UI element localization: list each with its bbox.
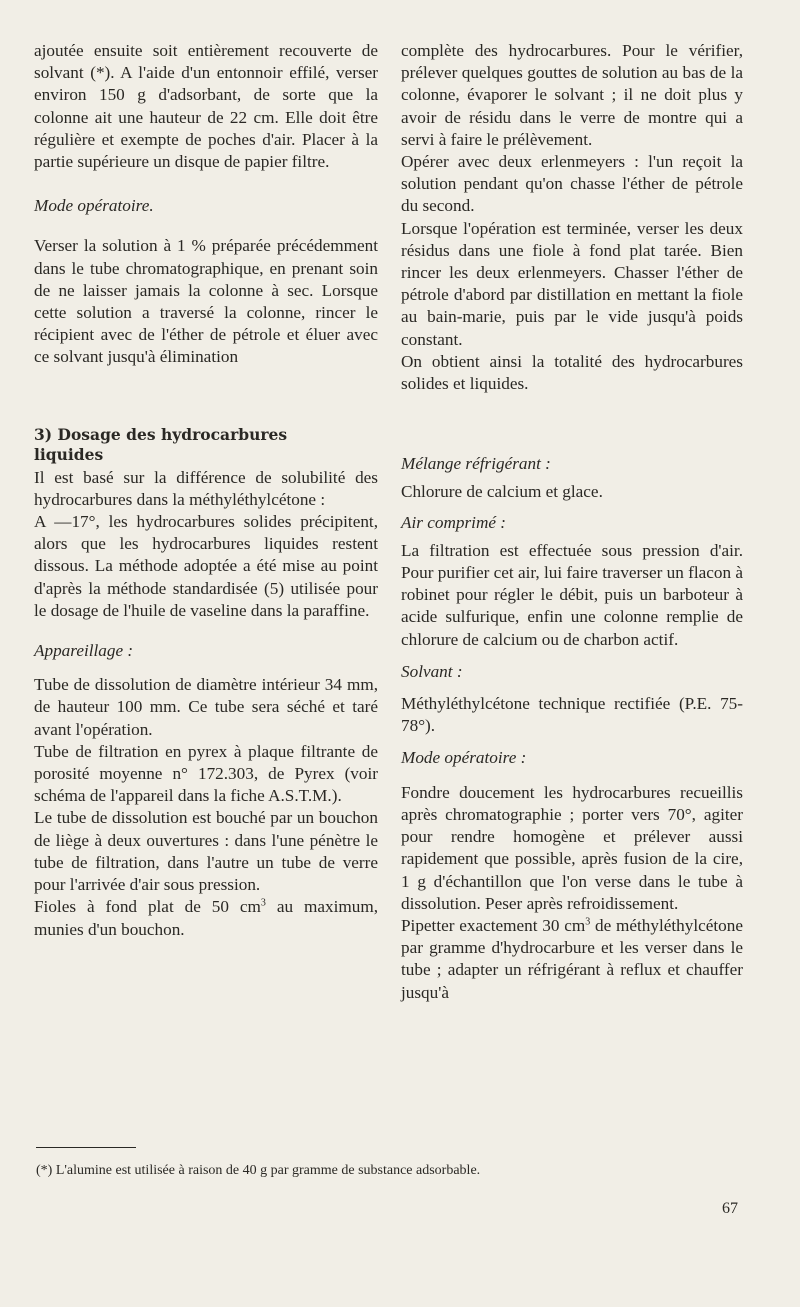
footnote-rule [36, 1147, 136, 1148]
left-paragraph-7: Le tube de dissolution est bouché par un bouchon de liège à deux ouvertures : dans l'une pénètre le tube de filtration, dans l'autre un tube de verre pour l'arrivée d'air sous pression. [34, 808, 378, 895]
left-paragraph-6: Tube de filtration en pyrex à plaque filtrante de porosité moyenne n° 172.303, de Pyrex (voir schéma de l'appareil dans la fiche A.S.T.M.). [34, 741, 378, 806]
melange-text: Chlorure de calcium et glace. [401, 482, 603, 502]
left-column [34, 40, 378, 941]
footnote: (*) L'alumine est utilisée à raison de 40 g par gramme de substance adsorbable. [36, 1163, 481, 1178]
para8-text-before: Fioles à fond plat de 50 cm [34, 897, 261, 917]
air-heading: Air comprimé : [401, 512, 507, 532]
mode-text-2-after: de méthyléthylcétone par gramme d'hydrocarbure et les verser dans le tube ; adapter un réfrigérant à reflux et chauffer jusqu'à [401, 915, 743, 1002]
right-paragraph-1: complète des hydrocarbures. Pour le vérifier, prélever quelques gouttes de solution au bas de la colonne, évaporer le solvant ; il ne doit plus y avoir de résidu dans le verre de montre qui a servi à faire le prélèvement. [401, 41, 743, 149]
solvant-text: Méthyléthylcétone technique rectifiée (P.E. 75-78°). [401, 694, 743, 736]
right-column [401, 40, 743, 1004]
section-title [34, 425, 378, 465]
left-paragraph-4: A —17°, les hydrocarbures solides précipitent, alors que les hydrocarbures liquides restent dissous. La méthode adoptée a été mise au point d'après la méthode standardisée (5) utilisée pour le dosage de l'huile de vaseline dans la paraffine. [34, 512, 378, 620]
mode-text-1: Fondre doucement les hydrocarbures recueillis après chromatographie ; porter vers 70°, agiter pour rendre homogène et prélever aussi rapidement que possible, après fusion de la cire, 1 g d'échantillon que l'on verse dans le tube à dissolution. Peser après refroidissement. [401, 782, 743, 913]
left-paragraph-3: Il est basé sur la différence de solubilité des hydrocarbures dans la méthyléthylcétone : [34, 467, 378, 509]
air-text: La filtration est effectuée sous pression d'air. Pour purifier cet air, lui faire traverser un flacon à robinet pour régler le débit, puis un barboteur à acide sulfurique, enfin une colonne remplie de chlorure de calcium ou de charbon actif. [401, 540, 743, 649]
left-paragraph-2: Verser la solution à 1 % préparée précédemment dans le tube chromatographique, en prenant soin de ne laisser jamais la colonne à sec. Lorsque cette solution a traversé la colonne, rincer le récipient avec de l'éther de pétrole et éluer avec ce solvant jusqu'à élimination [34, 236, 378, 367]
mode-text-2 [401, 915, 743, 1004]
page-number: 67 [722, 1200, 738, 1217]
mode-text-2-before: Pipetter exactement 30 cm [401, 915, 586, 935]
right-paragraph-4: On obtient ainsi la totalité des hydrocarbures solides et liquides. [401, 351, 743, 394]
right-paragraph-3: Lorsque l'opération est terminée, verser les deux résidus dans une fiole à fond plat tarée. Bien rincer les deux erlenmeyers. Chasser l'éther de pétrole d'abord par distillation en mettant la fiole au bain-marie, puis par le vide jusqu'à poids constant. [401, 218, 743, 349]
left-paragraph-1: ajoutée ensuite soit entièrement recouverte de solvant (*). A l'aide d'un entonnoir effilé, verser environ 150 g d'adsorbant, de sorte que la colonne ait une hauteur de 22 cm. Elle doit être régulière et exempte de poches d'air. Placer à la partie supérieure un disque de papier filtre. [34, 41, 378, 172]
mode-text-2-superscript: 3 [585, 916, 591, 928]
para8-superscript: 3 [260, 897, 266, 909]
mode-operatoire-heading: Mode opératoire. [34, 196, 154, 216]
melange-heading: Mélange réfrigérant : [401, 454, 551, 474]
solvant-heading: Solvant : [401, 661, 463, 681]
para8-text-after: au maximum, munies d'un bouchon. [34, 897, 378, 939]
left-paragraph-5: Tube de dissolution de diamètre intérieur 34 mm, de hauteur 100 mm. Ce tube sera séché et taré avant l'opération. [34, 675, 378, 739]
right-paragraph-2: Opérer avec deux erlenmeyers : l'un reçoit la solution pendant qu'on chasse l'éther de pétrole du second. [401, 152, 743, 216]
mode-operatoire-heading-2: Mode opératoire : [401, 748, 527, 768]
section-title-line-2: liquides [34, 444, 104, 464]
appareillage-heading: Appareillage : [34, 641, 134, 661]
left-paragraph-8 [34, 896, 378, 940]
section-title-line-1: 3) Dosage des hydrocarbures [34, 424, 288, 444]
